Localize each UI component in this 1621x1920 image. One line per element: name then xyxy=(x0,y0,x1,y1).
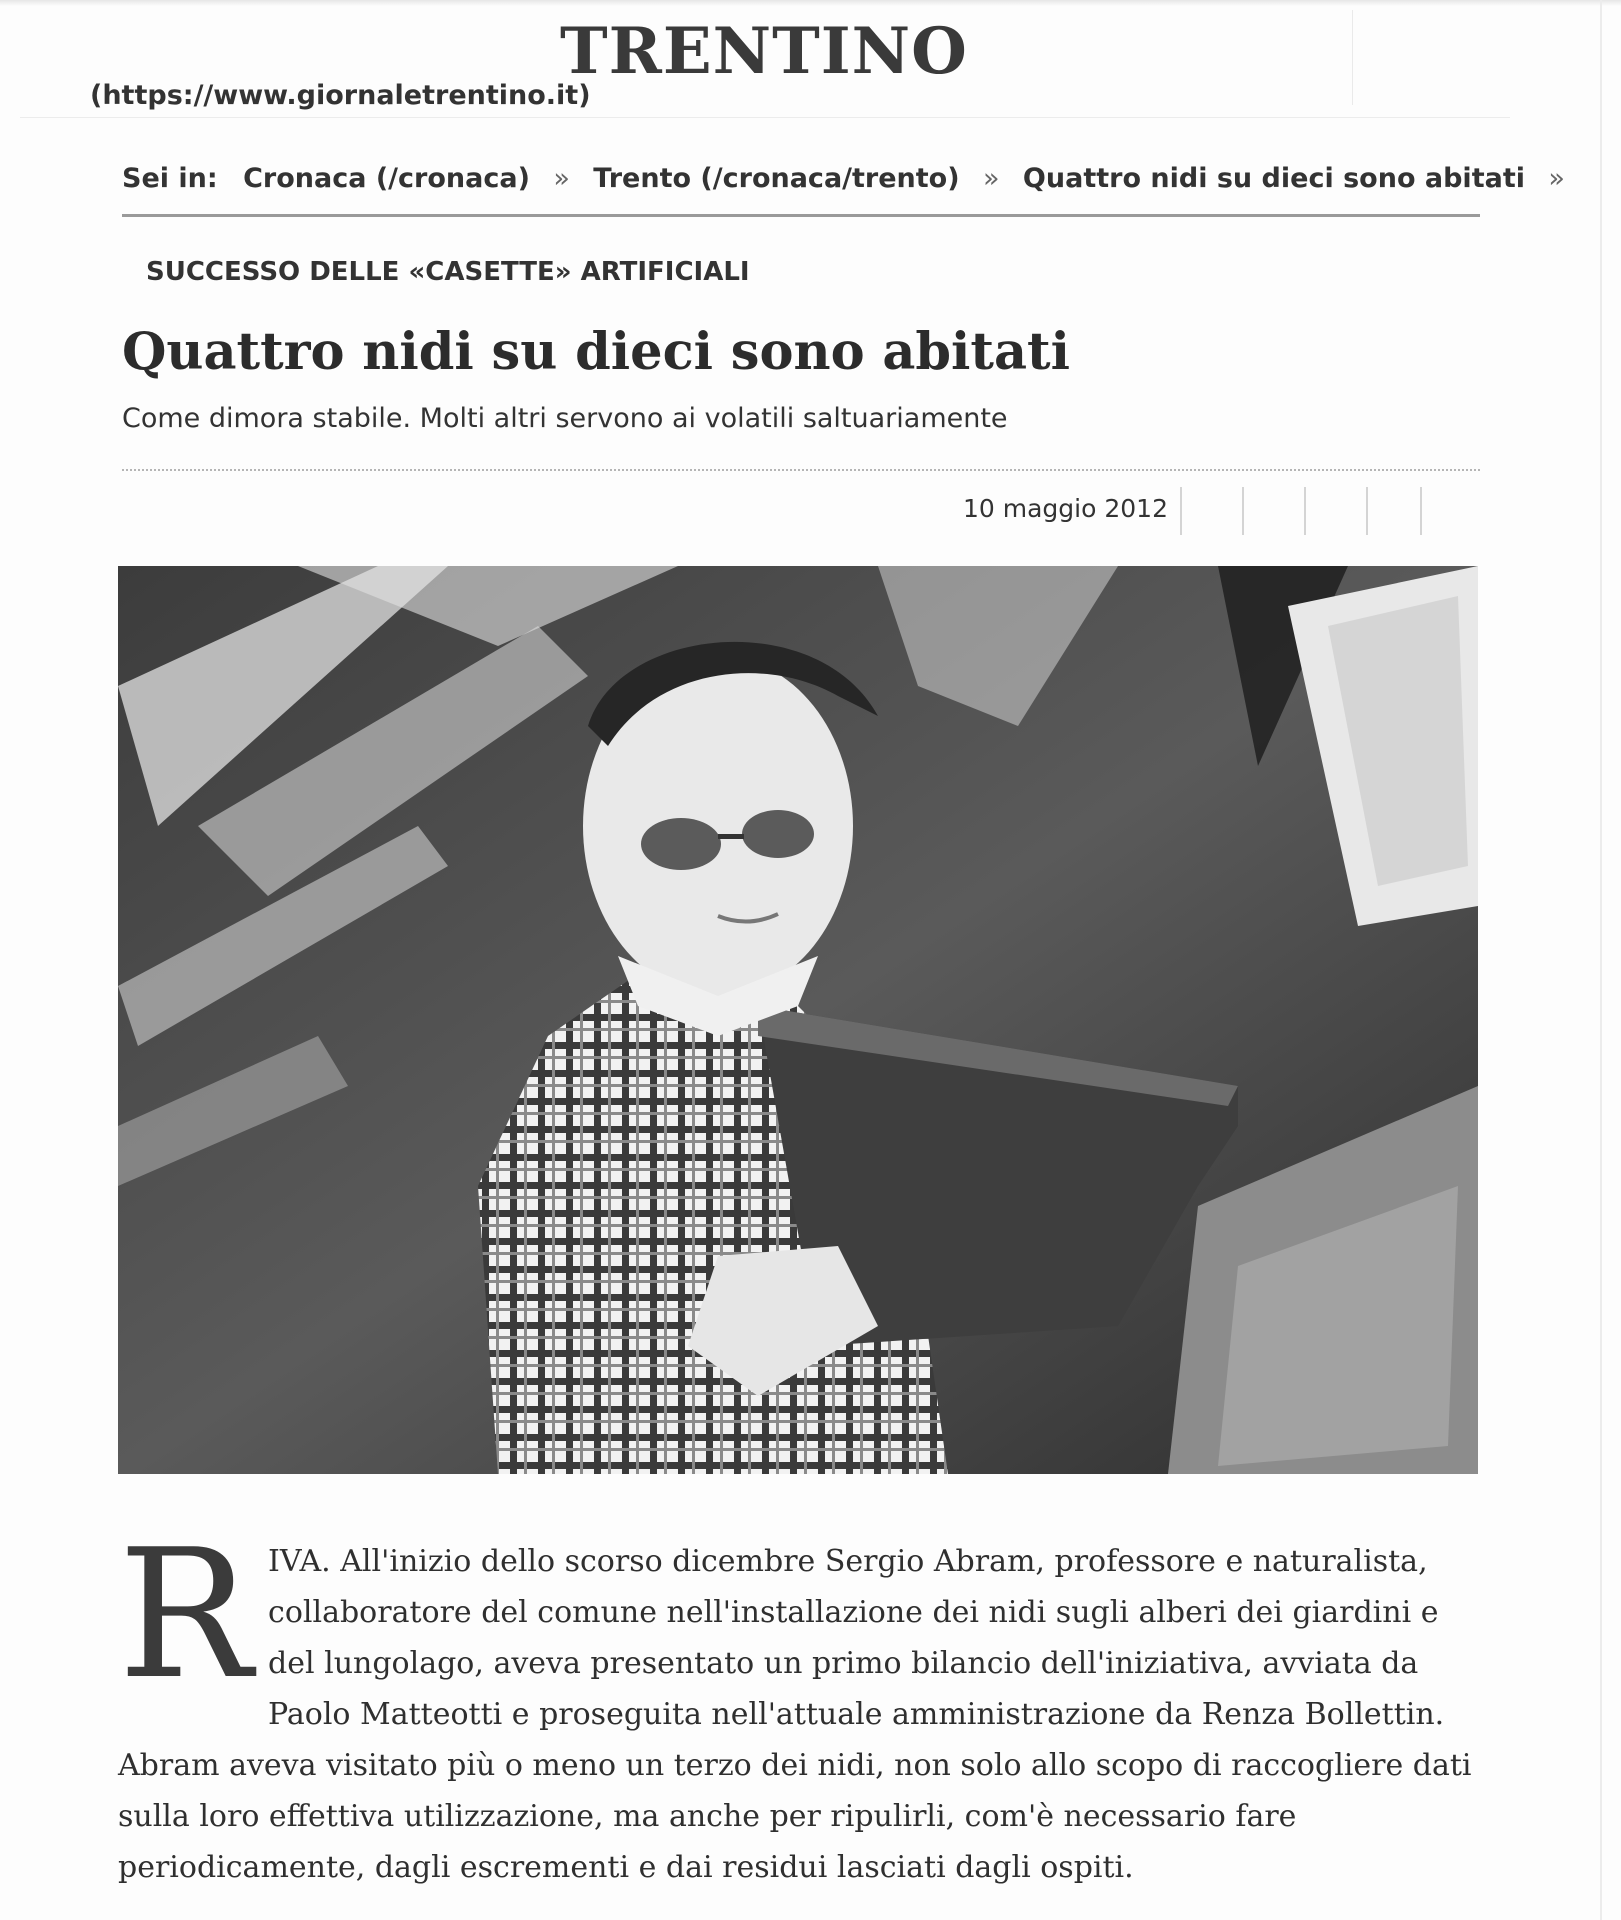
article-body-text: IVA. All'inizio dello scorso dicembre Sergio Abram, professore e naturalista, collaboratore del comune nell'installazione dei nidi sugli alberi dei giardini e del lungolago, aveva presentato un primo bilancio dell'iniziativa, avviata da Paolo Matteotti e proseguita nell'attuale amministrazione da Renza Bollettin. Abram aveva visitato più o meno un terzo dei nidi, non solo allo scopo di raccogliere dati sulla loro effettiva utilizzazione, ma anche per ripulirli, com'è necessario fare periodicamente, dagli escrementi e dai residui lasciati dagli ospiti. xyxy=(118,1544,1472,1885)
breadcrumb-item-trento[interactable]: Trento (/cronaca/trento) xyxy=(593,163,960,194)
breadcrumb-separator: » xyxy=(553,163,570,194)
scan-edge-right xyxy=(1600,0,1602,1920)
breadcrumb-item-cronaca[interactable]: Cronaca (/cronaca) xyxy=(243,163,530,194)
share-bar xyxy=(1180,487,1430,535)
breadcrumb-separator: » xyxy=(1548,163,1565,194)
article-photo xyxy=(118,566,1478,1474)
article-dropcap: R xyxy=(118,1511,253,1718)
site-logo[interactable]: TRENTINO xyxy=(560,14,968,89)
article-subtitle: Come dimora stabile. Molti altri servono ai volatili saltuariamente xyxy=(122,403,1008,434)
article-date: 10 maggio 2012 xyxy=(963,494,1168,523)
breadcrumb-label: Sei in: xyxy=(122,163,218,194)
article-title: Quattro nidi su dieci sono abitati xyxy=(122,322,1070,382)
header-divider xyxy=(1352,10,1353,105)
article-body xyxy=(118,1511,1480,1893)
header-rule xyxy=(20,117,1510,118)
scan-edge xyxy=(0,0,1621,6)
breadcrumb-rule xyxy=(122,214,1480,217)
breadcrumb-item-current: Quattro nidi su dieci sono abitati xyxy=(1022,163,1525,194)
breadcrumb-separator: » xyxy=(982,163,1000,194)
article-kicker: SUCCESSO DELLE «CASETTE» ARTIFICIALI xyxy=(146,257,750,287)
title-divider xyxy=(122,469,1480,471)
breadcrumb xyxy=(122,163,1579,194)
site-url[interactable]: (https://www.giornaletrentino.it) xyxy=(90,80,591,111)
